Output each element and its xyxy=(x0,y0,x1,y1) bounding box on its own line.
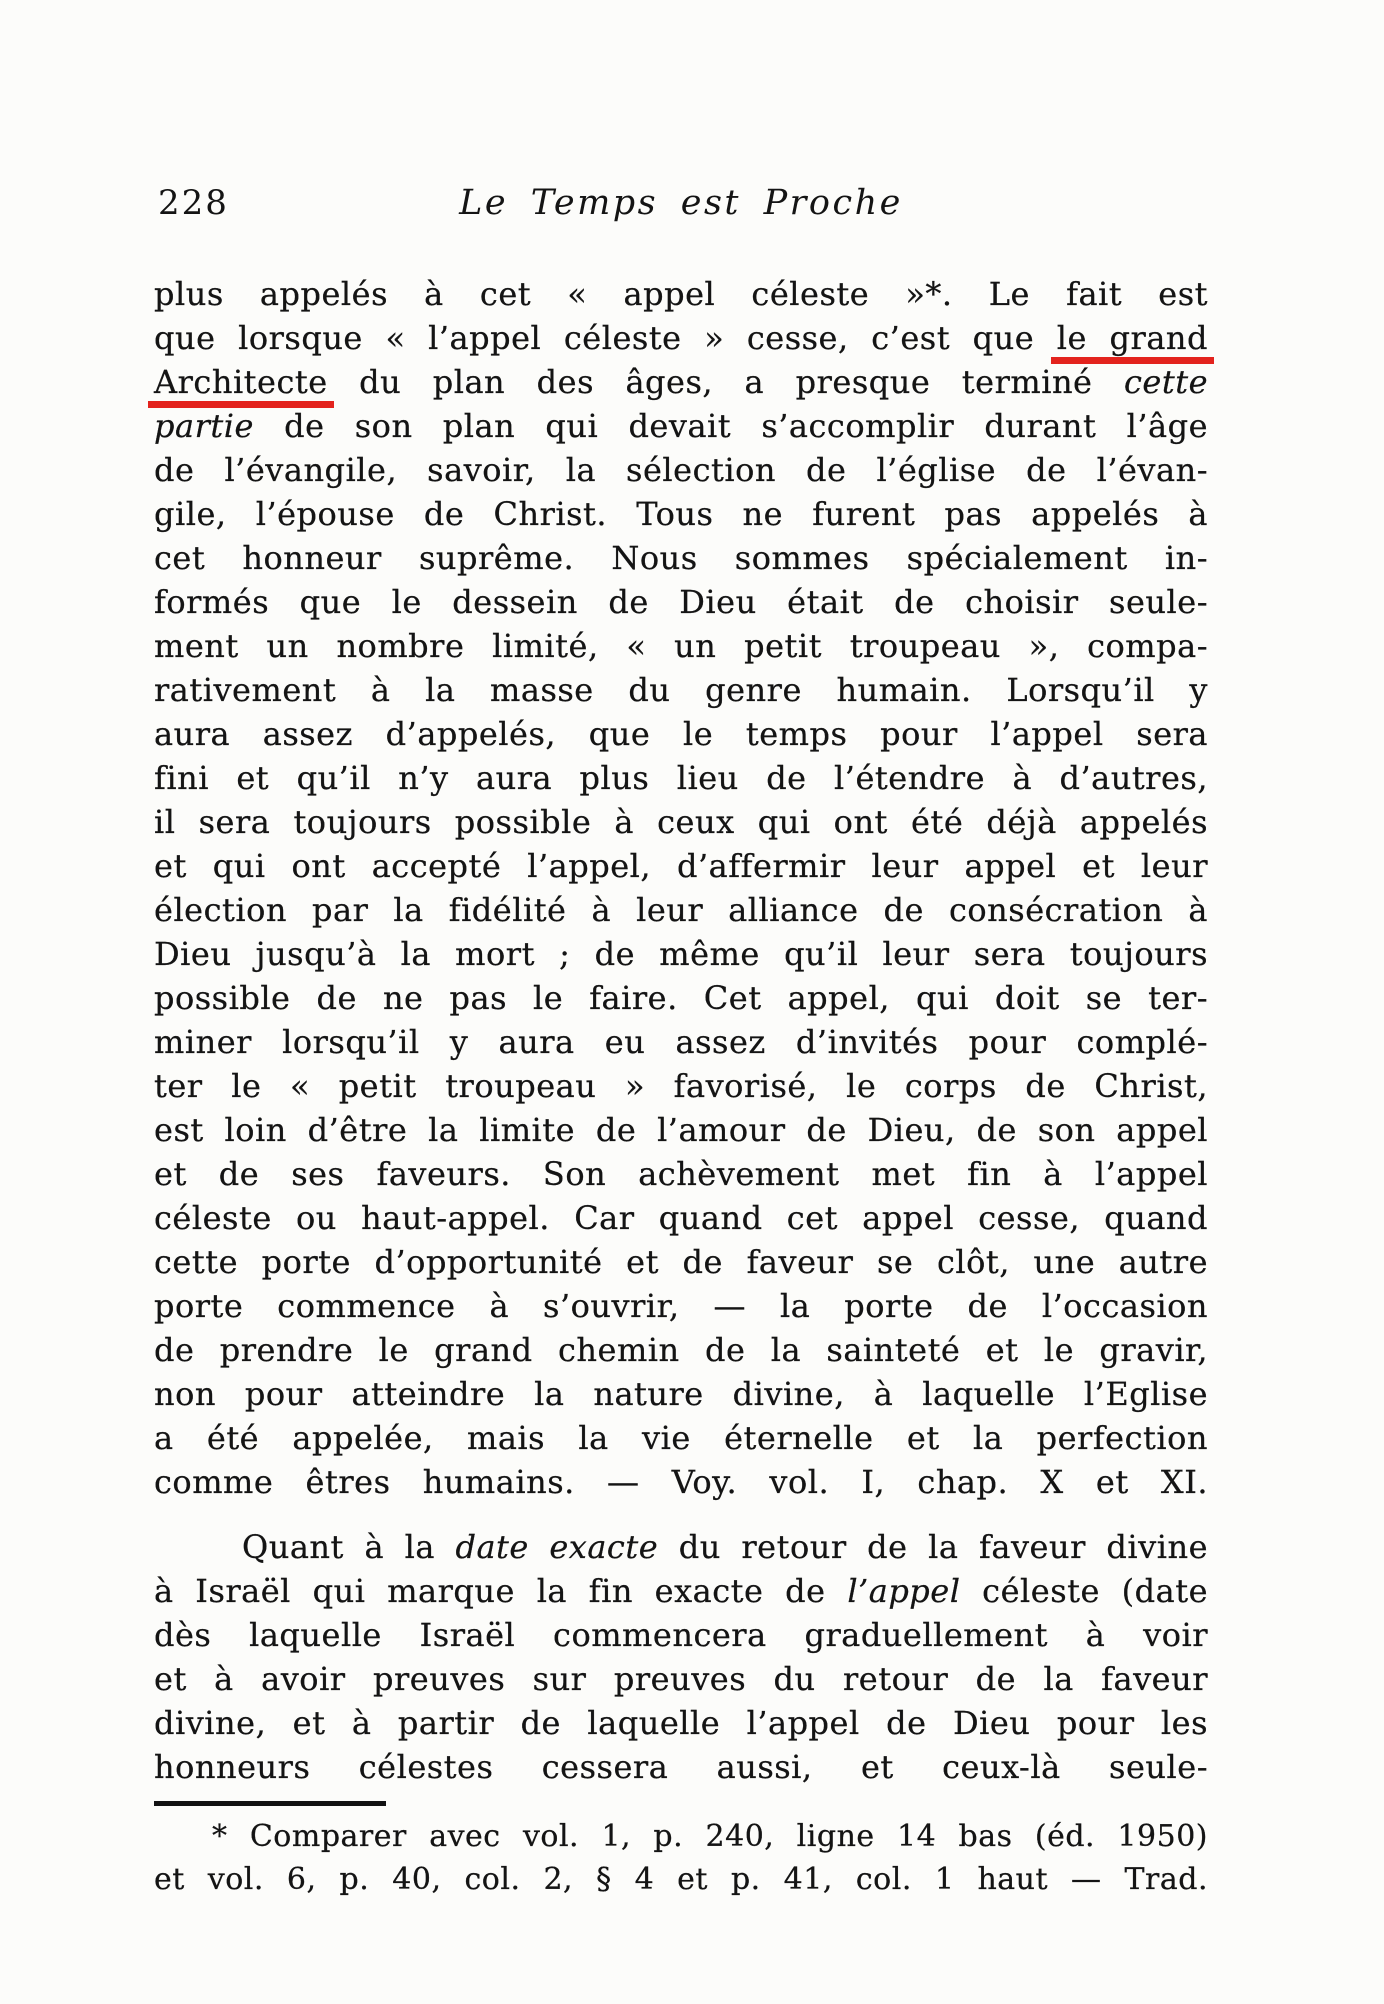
footnote-line: * Comparer avec vol. 1, p. 240, ligne 14 bas (éd. 1950) xyxy=(212,1819,1208,1854)
text-line: Dieu jusqu’à la mort ; de même qu’il leur sera toujours xyxy=(154,935,1208,973)
text-line: et qui ont accepté l’appel, d’affermir leur appel et leur xyxy=(154,847,1208,885)
text-line: cette porte d’opportunité et de faveur se clôt, une autre xyxy=(154,1243,1208,1281)
text-line: plus appelés à cet « appel céleste »*. Le fait est xyxy=(154,275,1208,313)
text-line: non pour atteindre la nature divine, à laquelle l’Eglise xyxy=(154,1375,1208,1413)
text-segment: Quant à la xyxy=(242,1528,456,1566)
text-line xyxy=(154,360,1208,404)
text-line: honneurs célestes cessera aussi, et ceux-là seule- xyxy=(154,1748,1208,1786)
text-segment: du plan des âges, a presque terminé xyxy=(327,363,1124,401)
body-paragraph-2 xyxy=(154,1525,1208,1789)
text-line: miner lorsqu’il y aura eu assez d’invités pour complé- xyxy=(154,1023,1208,1061)
text-line: aura assez d’appelés, que le temps pour l’appel sera xyxy=(154,715,1208,753)
text-line: cet honneur suprême. Nous sommes spécialement in- xyxy=(154,539,1208,577)
text-line: est loin d’être la limite de l’amour de Dieu, de son appel xyxy=(154,1111,1208,1149)
running-title: Le Temps est Proche xyxy=(459,183,903,223)
text-line: et à avoir preuves sur preuves du retour de la faveur xyxy=(154,1660,1208,1698)
text-line: céleste ou haut-appel. Car quand cet appel cesse, quand xyxy=(154,1199,1208,1237)
page-number: 228 xyxy=(158,183,229,223)
text-line xyxy=(154,404,1208,448)
text-line xyxy=(154,1569,1208,1613)
text-line: divine, et à partir de laquelle l’appel de Dieu pour les xyxy=(154,1704,1208,1742)
text-segment: à Israël qui marque la fin exacte de xyxy=(154,1572,848,1610)
text-line: possible de ne pas le faire. Cet appel, qui doit se ter- xyxy=(154,979,1208,1017)
text-line: de prendre le grand chemin de la sainteté et le gravir, xyxy=(154,1331,1208,1369)
italic-text: partie xyxy=(154,407,254,445)
text-line xyxy=(154,1525,1208,1569)
text-line: ter le « petit troupeau » favorisé, le corps de Christ, xyxy=(154,1067,1208,1105)
footnote-line: et vol. 6, p. 40, col. 2, § 4 et p. 41, col. 1 haut — Trad. xyxy=(154,1862,1208,1897)
text-segment: de son plan qui devait s’accomplir durant l’âge xyxy=(253,407,1208,445)
text-line: fini et qu’il n’y aura plus lieu de l’étendre à d’autres, xyxy=(154,759,1208,797)
footnote-rule xyxy=(154,1801,386,1806)
running-header xyxy=(154,180,1208,226)
text-line: formés que le dessein de Dieu était de choisir seule- xyxy=(154,583,1208,621)
text-line: et de ses faveurs. Son achèvement met fin à l’appel xyxy=(154,1155,1208,1193)
italic-text: cette xyxy=(1123,363,1208,401)
text-line: il sera toujours possible à ceux qui ont été déjà appelés xyxy=(154,803,1208,841)
text-line: dès laquelle Israël commencera graduellement à voir xyxy=(154,1616,1208,1654)
body-paragraph-1 xyxy=(154,272,1208,1504)
text-line: rativement à la masse du genre humain. Lorsqu’il y xyxy=(154,671,1208,709)
text-line: gile, l’épouse de Christ. Tous ne furent pas appelés à xyxy=(154,495,1208,533)
red-underlined-text: le grand xyxy=(1051,319,1214,364)
text-line: ment un nombre limité, « un petit troupeau », compa- xyxy=(154,627,1208,665)
text-line: élection par la fidélité à leur alliance de consécration à xyxy=(154,891,1208,929)
text-segment: que lorsque « l’appel céleste » cesse, c’est que xyxy=(154,319,1057,357)
text-line xyxy=(154,316,1208,360)
text-line: porte commence à s’ouvrir, — la porte de l’occasion xyxy=(154,1287,1208,1325)
italic-text: date exacte xyxy=(455,1528,659,1566)
text-line: comme êtres humains. — Voy. vol. I, chap. X et XI. xyxy=(154,1463,1208,1501)
text-segment: céleste (date xyxy=(960,1572,1209,1610)
footnote xyxy=(154,1815,1208,1901)
red-underlined-text: Architecte xyxy=(148,363,334,408)
italic-text: l’appel xyxy=(847,1572,961,1610)
text-line: de l’évangile, savoir, la sélection de l’église de l’évan- xyxy=(154,451,1208,489)
text-segment: du retour de la faveur divine xyxy=(658,1528,1209,1566)
text-line: a été appelée, mais la vie éternelle et la perfection xyxy=(154,1419,1208,1457)
